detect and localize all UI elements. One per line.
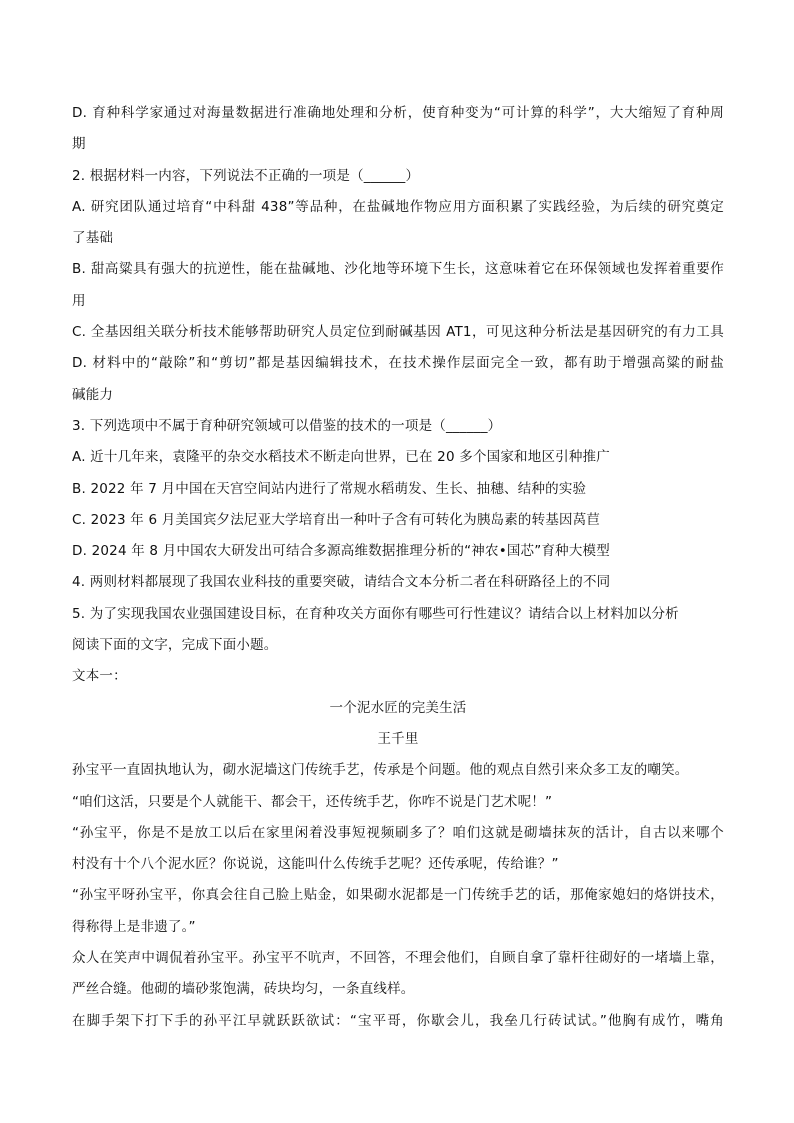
text-line: “孙宝平，你是不是放工以后在家里闲着没事短视频刷多了？咱们这就是砌墙抹灰的活计，自古以来哪个 <box>72 824 724 841</box>
text-line: “孙宝平呀孙宝平，你真会往自己脸上贴金，如果砌水泥都是一门传统手艺的话，那俺家媳妇的烙饼技术， <box>72 887 724 904</box>
text-line: 碱能力 <box>72 386 114 403</box>
text-line: C. 全基因组关联分析技术能够帮助研究人员定位到耐碱基因 AT1，可见这种分析法是基因研究的有力工具 <box>72 324 724 341</box>
text-line: B. 2022 年 7 月中国在天宫空间站内进行了常规水稻萌发、生长、抽穗、结种的实验 <box>72 480 587 497</box>
text-line: 用 <box>72 292 86 309</box>
text-line: 期 <box>72 136 86 153</box>
text-line: A. 近十几年来，袁隆平的杂交水稻技术不断走向世界，已在 20 多个国家和地区引种推广 <box>72 449 610 466</box>
text-line: 众人在笑声中调侃着孙宝平。孙宝平不吭声，不回答，不理会他们，自顾自拿了靠杆往砌好的一堵墙上靠， <box>72 950 724 967</box>
text-line: 在脚手架下打下手的孙平江早就跃跃欲试：“宝平哥，你歇会儿，我垒几行砖试试。”他胸有成竹，嘴角 <box>72 1012 724 1029</box>
text-line: C. 2023 年 6 月美国宾夕法尼亚大学培育出一种叶子含有可转化为胰岛素的转基因莴苣 <box>72 511 601 528</box>
text-line: D. 材料中的“敲除”和“剪切”都是基因编辑技术，在技术操作层面完全一致，都有助于增强高粱的耐盐 <box>72 355 724 372</box>
text-line: 5. 为了实现我国农业强国建设目标，在育种攻关方面你有哪些可行性建议？请结合以上材料加以分析 <box>72 605 679 622</box>
text-line: B. 甜高粱具有强大的抗逆性，能在盐碱地、沙化地等环境下生长，这意味着它在环保领域也发挥着重要作 <box>72 261 724 278</box>
article-title: 一个泥水匠的完美生活 <box>329 699 467 716</box>
text-line: 得称得上是非遗了。” <box>72 918 196 935</box>
text-line: 村没有十个八个泥水匠？你说说，这能叫什么传统手艺呢？还传承呢，传给谁？” <box>72 856 559 873</box>
article-author: 王千里 <box>377 730 419 747</box>
text-line: 2. 根据材料一内容，下列说法不正确的一项是（______） <box>72 167 420 184</box>
text-line: “咱们这活，只要是个人就能干、都会干，还传统手艺，你咋不说是门艺术呢！” <box>72 793 553 810</box>
text-line: 孙宝平一直固执地认为，砌水泥墙这门传统手艺，传承是个问题。他的观点自然引来众多工友的嘲笑。 <box>72 762 689 779</box>
text-line: D. 育种科学家通过对海量数据进行准确地处理和分析，使育种变为“可计算的科学”，大大缩短了育种周 <box>72 105 724 121</box>
text-line: 严丝合缝。他砌的墙砂浆饱满，砖块均匀，一条直线样。 <box>72 981 415 998</box>
text-line: 文本一： <box>72 668 127 685</box>
text-line: 3. 下列选项中不属于育种研究领域可以借鉴的技术的一项是（______） <box>72 417 502 434</box>
text-line: 4. 两则材料都展现了我国农业科技的重要突破，请结合文本分析二者在科研路径上的不同 <box>72 574 611 591</box>
document-page <box>72 98 724 1037</box>
text-line: D. 2024 年 8 月中国农大研发出可结合多源高维数据推理分析的“神农•国芯”育种大模型 <box>72 543 610 560</box>
text-line: A. 研究团队通过培育“中科甜 438”等品种，在盐碱地作物应用方面积累了实践经验，为后续的研究奠定 <box>72 198 724 215</box>
text-line: 阅读下面的文字，完成下面小题。 <box>72 637 278 654</box>
text-line: 了基础 <box>72 230 114 247</box>
